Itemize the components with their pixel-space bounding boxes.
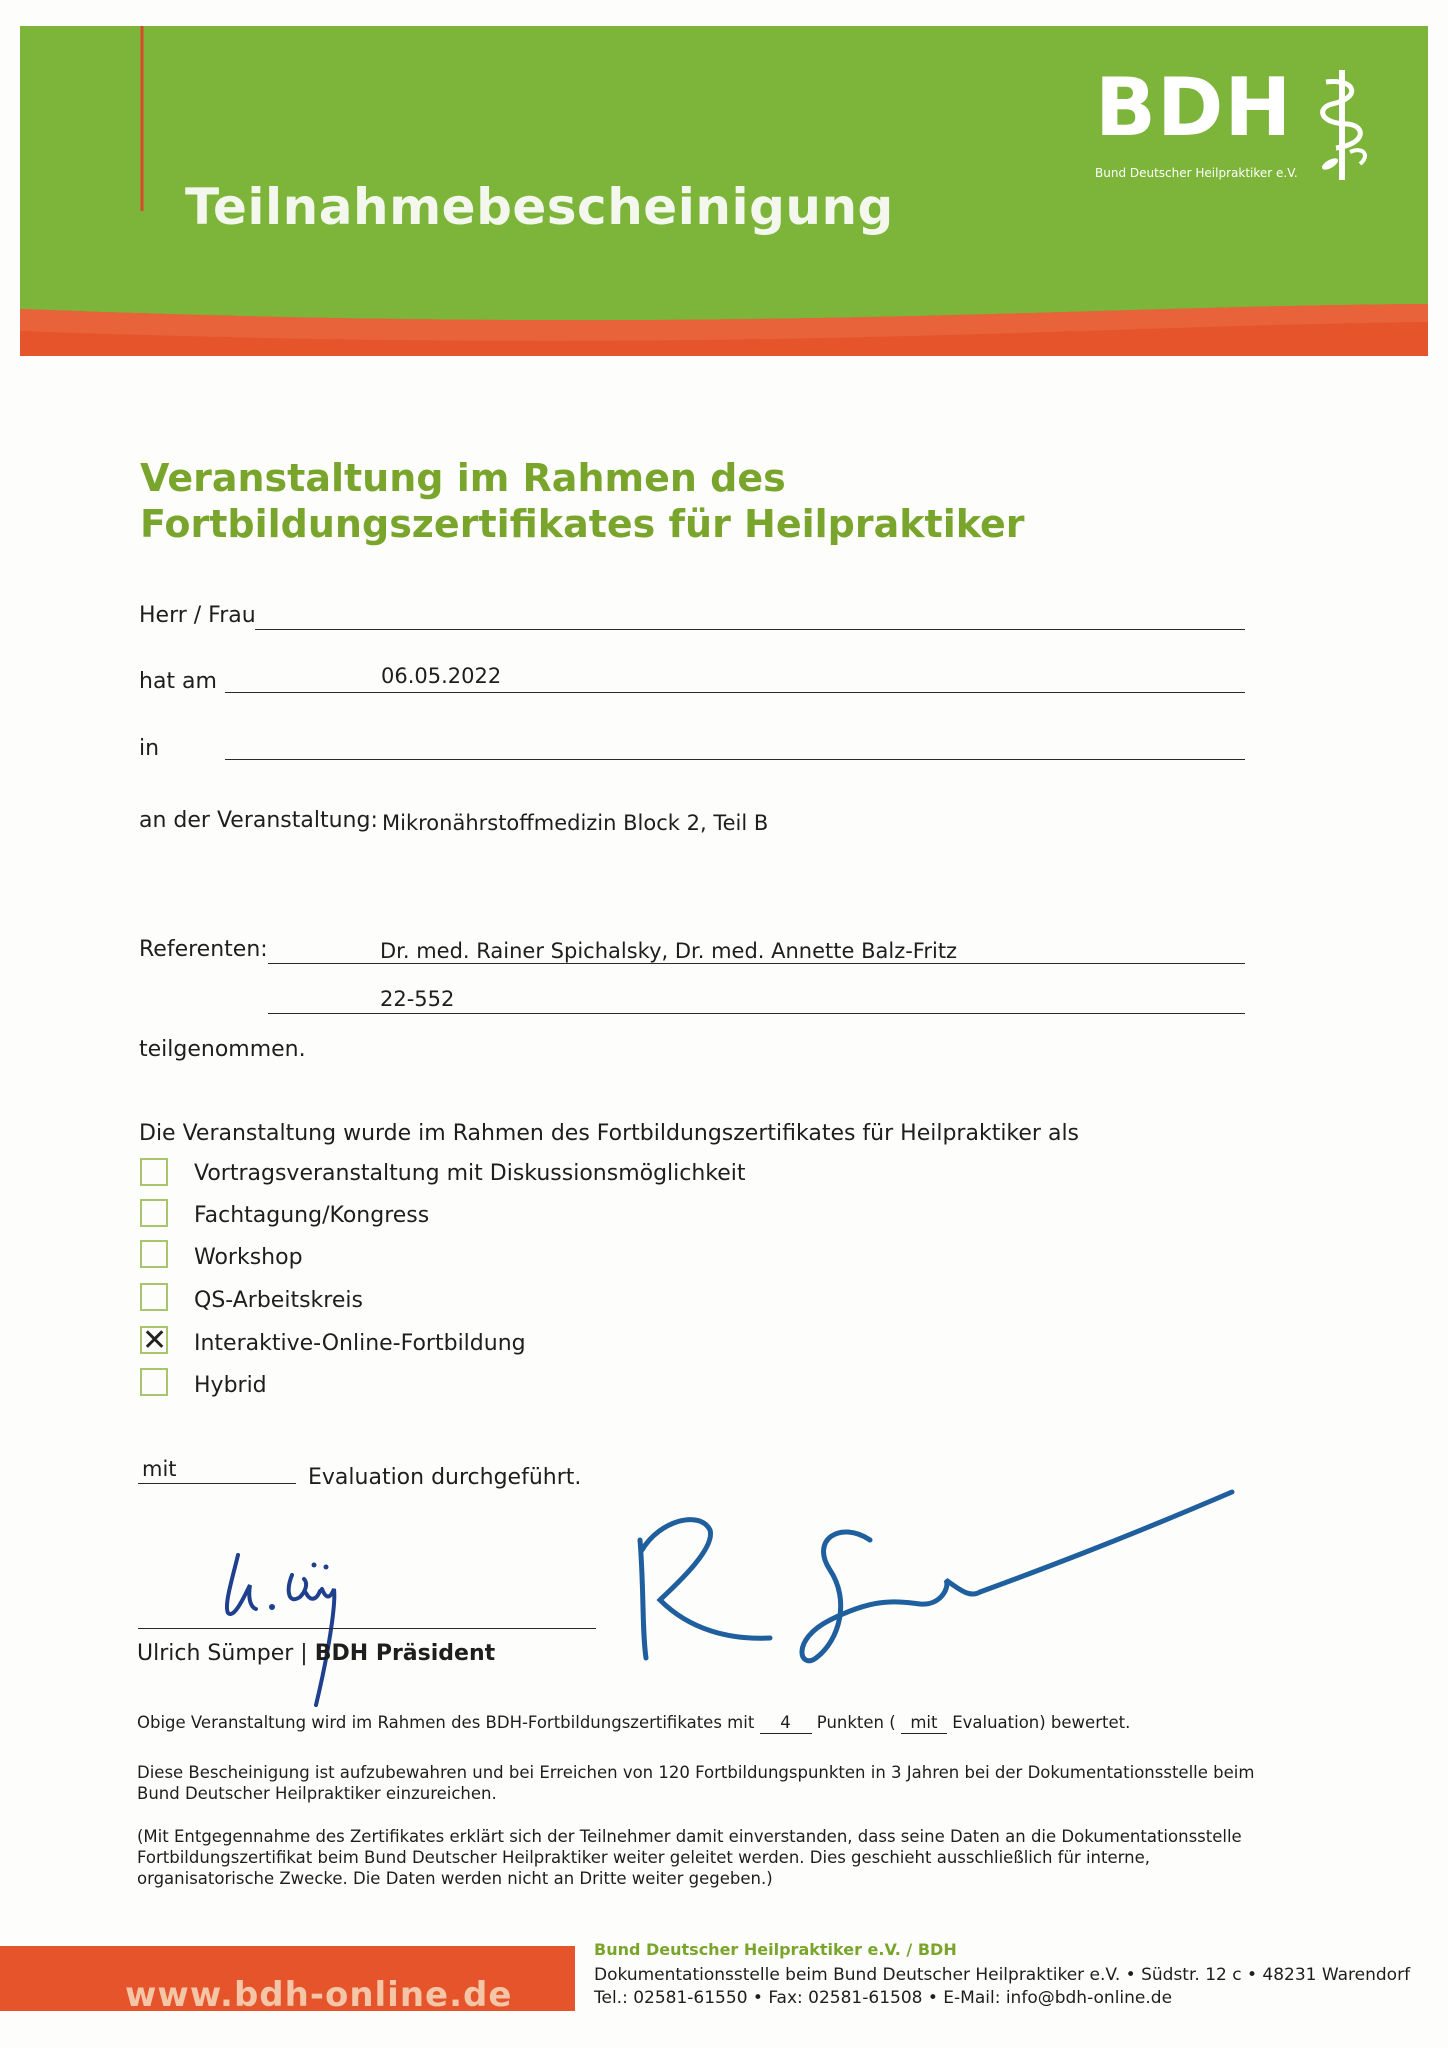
place-label: in — [139, 736, 160, 761]
option-label: Vortragsveranstaltung mit Diskussionsmöglichkeit — [194, 1161, 746, 1186]
checkbox-fachtagung[interactable] — [140, 1199, 168, 1227]
speakers-line — [268, 963, 1245, 964]
checkbox-interaktive-online-fortbildung[interactable]: ✕ — [142, 1323, 168, 1358]
checkbox-workshop[interactable] — [140, 1240, 168, 1268]
bdh-logo-text: BDH — [1095, 61, 1293, 154]
event-code-field[interactable]: 22-552 — [380, 987, 455, 1011]
points-value[interactable]: 4 — [760, 1712, 812, 1734]
document-title: Teilnahmebescheinigung — [185, 178, 894, 236]
evaluation-field[interactable]: mit — [142, 1457, 177, 1481]
checkbox-hybrid[interactable] — [140, 1368, 168, 1396]
points-statement: Obige Veranstaltung wird im Rahmen des BDH-Fortbildungszertifikates mit 4 Punkten ( mit Evaluation) bewertet. — [137, 1713, 1131, 1732]
evaluation-text: Evaluation durchgeführt. — [308, 1465, 582, 1490]
category-intro: Die Veranstaltung wurde im Rahmen des Fortbildungszertifikates für Heilpraktiker als — [139, 1121, 1080, 1146]
asclepius-staff-icon — [1312, 64, 1372, 182]
event-code-line — [268, 1013, 1245, 1014]
date-field[interactable]: 06.05.2022 — [381, 664, 502, 688]
second-signature — [620, 1480, 1260, 1690]
checkbox-vortragsveranstaltung[interactable] — [140, 1158, 168, 1186]
checkbox-qs-arbeitskreis[interactable] — [140, 1283, 168, 1311]
option-label: Workshop — [194, 1245, 303, 1270]
points-evaluation-value[interactable]: mit — [901, 1712, 947, 1734]
participated-text: teilgenommen. — [139, 1037, 306, 1062]
signatory-name: Ulrich Sümper | BDH Präsident — [137, 1641, 496, 1666]
event-label: an der Veranstaltung: — [139, 808, 378, 833]
name-label: Herr / Frau — [139, 603, 256, 628]
date-line — [225, 692, 1245, 693]
heading-line-2: Fortbildungszertifikates für Heilpraktiker — [140, 502, 1025, 546]
event-name: Mikronährstoffmedizin Block 2, Teil B — [382, 811, 769, 835]
footer-address: Dokumentationsstelle beim Bund Deutscher Heilpraktiker e.V. • Südstr. 12 c • 48231 Warendorf — [594, 1965, 1411, 1985]
option-label: QS-Arbeitskreis — [194, 1288, 363, 1313]
footer-organization: Bund Deutscher Heilpraktiker e.V. / BDH — [594, 1940, 957, 1959]
bdh-logo-subtitle: Bund Deutscher Heilpraktiker e.V. — [1095, 166, 1298, 180]
speakers-label: Referenten: — [139, 937, 268, 962]
website-link[interactable]: www.bdh-online.de — [125, 1975, 513, 2015]
speakers-field[interactable]: Dr. med. Rainer Spichalsky, Dr. med. Annette Balz-Fritz — [380, 939, 958, 963]
storage-note: Diese Bescheinigung ist aufzubewahren und bei Erreichen von 120 Fortbildungspunkten in 3 Jahren bei der Dokumentationsstelle beim Bund Deutscher Heilpraktiker einzureichen. — [137, 1763, 1255, 1803]
name-line — [255, 629, 1245, 630]
evaluation-line — [138, 1483, 296, 1484]
place-line — [225, 759, 1245, 760]
heading-line-1: Veranstaltung im Rahmen des — [140, 456, 786, 500]
signature-line — [138, 1628, 596, 1629]
option-label: Hybrid — [194, 1373, 267, 1398]
option-label: Interaktive-Online-Fortbildung — [194, 1331, 526, 1356]
option-label: Fachtagung/Kongress — [194, 1203, 430, 1228]
footer-contact: Tel.: 02581-61550 • Fax: 02581-61508 • E-Mail: info@bdh-online.de — [594, 1988, 1173, 2008]
president-signature — [210, 1535, 400, 1715]
date-label: hat am — [139, 669, 217, 694]
privacy-note: (Mit Entgegennahme des Zertifikates erklärt sich der Teilnehmer damit einverstanden, dass seine Daten an die Dokumentationsstelle Fortbildungszertifikat beim Bund Deutscher Heilpraktiker weiter geleitet werden. Dies geschieht ausschließlich für interne, organisatorische Zwecke. Die Daten werden nicht an Dritte weiter gegeben.) — [137, 1827, 1242, 1888]
